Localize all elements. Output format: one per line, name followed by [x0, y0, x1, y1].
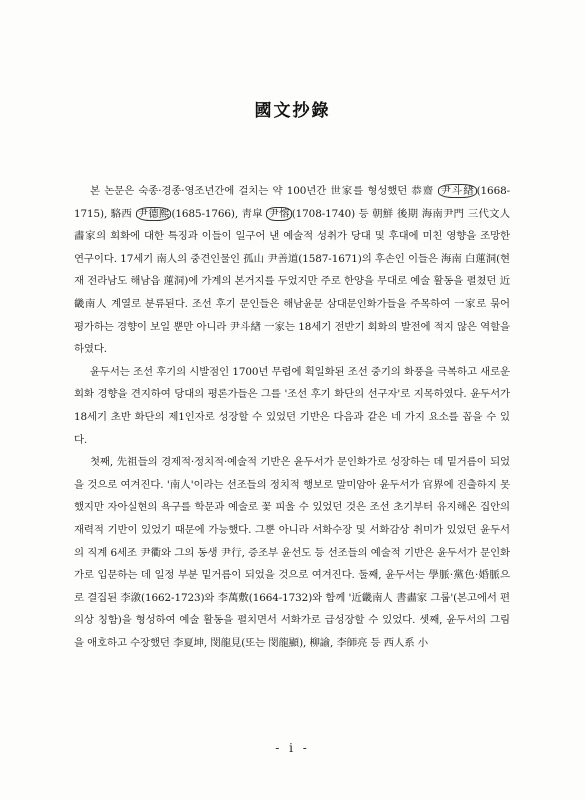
paragraph-text: 첫째, 先祖들의 경제적·정치적·예술적 기반은 윤두서가 문인화가로 성장하는 데 밑거름이 되었을 것으로 여겨진다. '南人'이라는 선조들의 정치적 행보로 말미암아 윤두서가 官界에 진출하지 못했지만 자아실현의 욕구를 학문과 예술로 꽃 피울 수 있었던 것은 조선 초기부터 유지해온 집안의 재력적 기반이 있었기 때문에 가능했다. 그뿐 아니라 서화수장 및 서화감상 취미가 있었던 윤두서의 직계 6세조 尹衢와 그의 동생 尹行, 증조부 윤선도 등 선조들의 예술적 기반은 윤두서가 문인화가로 입문하는 데 일정 부분 밑거름이 되었을 것으로 여겨진다. 둘째, 윤두서는 學脈·黨色·婚脈으로 결집된 李漵(1662-1723)와 李萬敷(1664-1732)와 함께 '近畿南人 書畵家 그룹'(본고에서 편의상 칭함)을 형성하여 예술 활동을 펼치면서 서화가로 급성장할 수 있었다. 셋째, 윤두서의 그림을 애호하고 수장했던 李夏坤, 閔龍見(또는 閔龍顯), 柳諭, 李師亮 등 西人系 小 — [74, 456, 510, 649]
paragraph-text: (1668-1715), 駱西 — [74, 185, 511, 220]
paragraph-text: (1685-1766), 靑皐 — [171, 207, 267, 220]
document-body — [74, 180, 510, 654]
document-title: 國文抄錄 — [254, 101, 331, 121]
circled-name: 尹愹 — [268, 207, 290, 220]
body-paragraph — [74, 180, 510, 361]
paragraph-text: (1708-1740) 등 朝鮮 後期 海南尹門 三代文人畵家의 회화에 대한 특징과 이들이 일구어 낸 예술적 성취가 당대 및 후대에 미친 영향을 조망한 연구이다. 17세기 南人의 중견인물인 孤山 尹善道(1587-1671)의 후손인 이들은 海南 白蓮洞(현재 전라남도 해남읍 蓮洞)에 가계의 본거지를 두었지만 주로 한양을 무대로 예술 활동을 펼쳤던 近畿南人 계열로 분류된다. 조선 후기 문인들은 해남윤문 삼대문인화가들을 주목하여 一家로 묶어 평가하는 경향이 보일 뿐만 아니라 尹斗緖 一家는 18세기 전반기 회화의 발전에 적지 않은 역할을 하였다. — [74, 207, 511, 356]
paragraph-text: 본 논문은 숙종·경종·영조년간에 걸치는 약 100년간 世家를 형성했던 恭齋 — [90, 185, 439, 197]
circled-name: 尹斗緖 — [440, 185, 475, 197]
body-paragraph — [74, 361, 510, 451]
page-number: - i - — [275, 741, 310, 755]
body-paragraph — [74, 451, 510, 654]
paragraph-text: 윤두서는 조선 후기의 시발점인 1700년 무렵에 획일화된 조선 중기의 화풍을 극복하고 새로운 회화 경향을 견지하여 당대의 평론가들은 그를 '조선 후기 화단의 선구자'로 지목하였다. 윤두서가 18세기 초반 화단의 제1인자로 성장할 수 있었던 기반은 다음과 같은 네 가지 요소를 꼽을 수 있다. — [74, 365, 510, 446]
circled-name: 尹德熙 — [137, 207, 170, 220]
